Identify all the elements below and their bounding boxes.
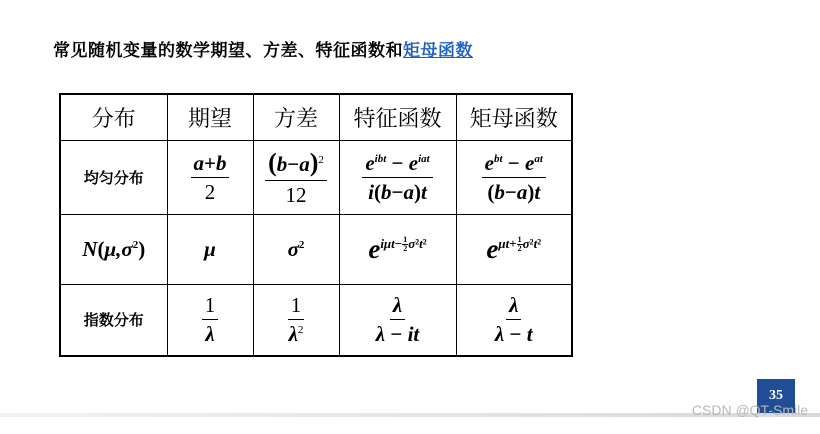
exponential-char-function: $\frac{\lambda}{\lambda - it}$	[339, 284, 456, 356]
uniform-char-function: $\frac{e^{ibt} - e^{iat}}{i(b-a)t}$	[339, 141, 456, 215]
distribution-table	[59, 93, 573, 357]
header-distribution: 分布	[60, 94, 167, 141]
table-row-exponential	[60, 284, 572, 356]
exponential-expectation: $\frac{1}{\lambda}$	[167, 284, 253, 356]
header-expectation: 期望	[167, 94, 253, 141]
slide-title	[53, 36, 473, 61]
row-label-normal: $N(\mu,\sigma^2)$	[60, 214, 167, 284]
uniform-expectation: $\frac{a+b}{2}$	[167, 141, 253, 215]
title-link[interactable]: 矩母函数	[403, 41, 473, 61]
normal-variance: $\sigma^2$	[253, 214, 339, 284]
table-row-normal	[60, 214, 572, 284]
uniform-variance: $\frac{(b-a)^2}{12}$	[253, 141, 339, 215]
exponential-mgf: $\frac{\lambda}{\lambda - t}$	[456, 284, 572, 356]
row-label-uniform: 均匀分布	[60, 141, 167, 215]
normal-char-function: $e^{i\mu t- \frac{1}{2} \sigma^2t^2}$	[339, 214, 456, 284]
normal-expectation: μ	[167, 214, 253, 284]
normal-mgf: $e^{\mu t+ \frac{1}{2} \sigma^2t^2}$	[456, 214, 572, 284]
uniform-mgf: $\frac{e^{bt} - e^{at}}{(b-a)t}$	[456, 141, 572, 215]
title-text: 常见随机变量的数学期望、方差、特征函数和	[53, 41, 403, 61]
header-char-function: 特征函数	[339, 94, 456, 141]
header-variance: 方差	[253, 94, 339, 141]
watermark: CSDN @QT-Smile	[691, 402, 808, 418]
header-mgf: 矩母函数	[456, 94, 572, 141]
header-row	[60, 94, 572, 141]
page-number-badge: 35	[757, 379, 795, 413]
table-row-uniform	[60, 141, 572, 215]
row-label-exponential: 指数分布	[60, 284, 167, 356]
exponential-variance: $\frac{1}{\lambda^2}$	[253, 284, 339, 356]
